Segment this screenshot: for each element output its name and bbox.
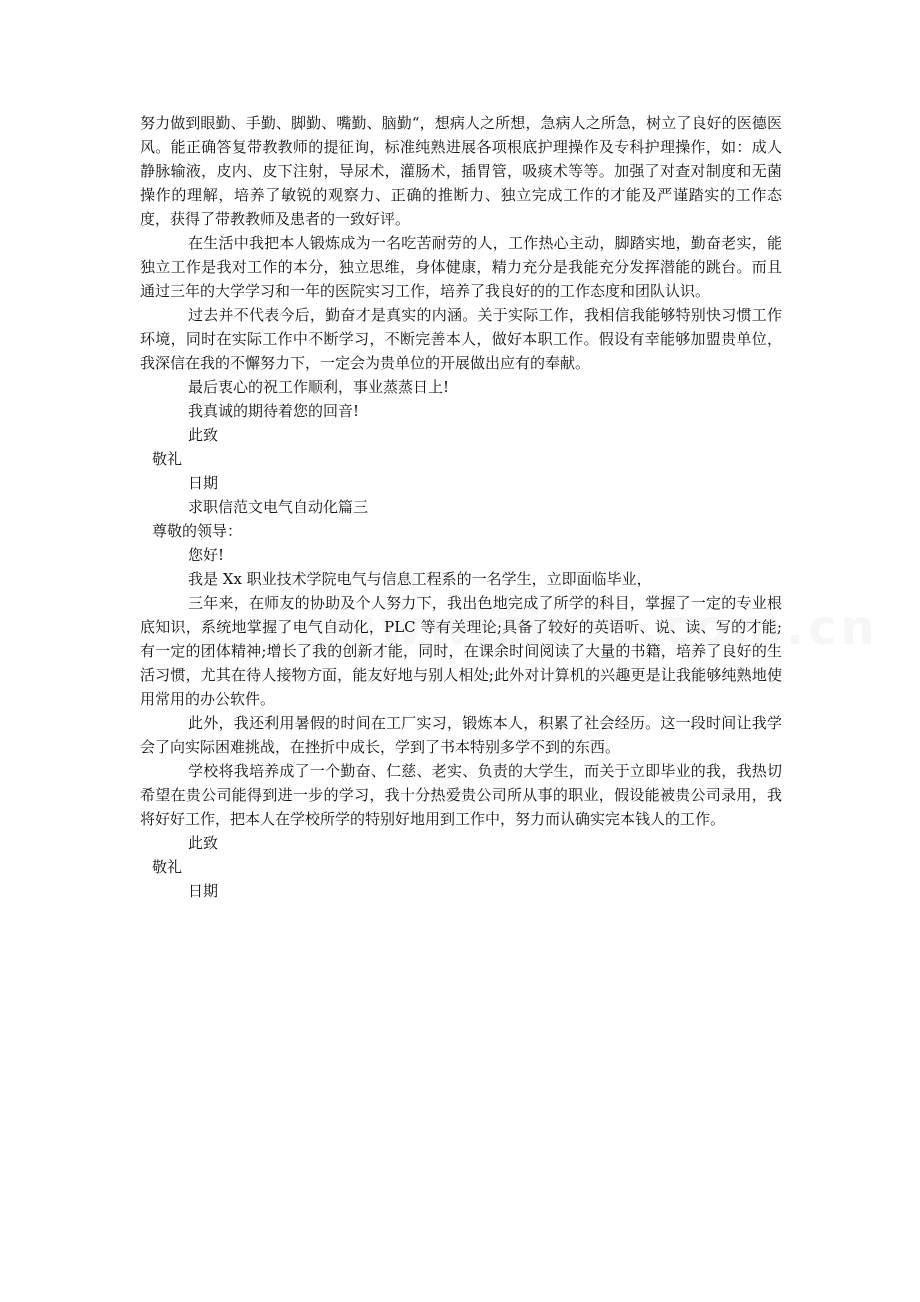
paragraph-internship: 此外，我还利用暑假的时间在工厂实习，锻炼本人，积累了社会经历。这一段时间让我学会了向实际困难挑战，在挫折中成长，学到了书本特别多学不到的东西。: [140, 714, 782, 756]
paragraph-intro: 我是 Xx 职业技术学院电气与信息工程系的一名学生，立即面临毕业，: [188, 570, 652, 588]
greeting-recipient: 尊敬的领导：: [152, 522, 243, 540]
closing-jingli-2: 敬礼: [152, 858, 183, 876]
closing-cizhi: 此致: [188, 426, 219, 444]
document-body: [140, 111, 782, 903]
closing-expectation: 我真诚的期待着您的回音!: [188, 402, 360, 420]
closing-date: 日期: [188, 474, 219, 492]
greeting-hello: 您好!: [188, 546, 225, 564]
paragraph-life: 在生活中我把本人锻炼成为一名吃苦耐劳的人，工作热心主动，脚踏实地，勤奋老实，能独立工作是我对工作的本分，独立思维，身体健康，精力充分是我能充分发挥潜能的跳台。而且通过三年的大学学习和一年的医院实习工作，培养了我良好的的工作态度和团队认识。: [140, 234, 782, 300]
paragraph-study: 三年来，在师友的协助及个人努力下，我出色地完成了所学的科目，掌握了一定的专业根底知识，系统地掌握了电气自动化，PLC 等有关理论;具备了较好的英语听、说、读、写的才能;有一定的团体精神;增长了我的创新才能，同时，在课余时间阅读了大量的书籍，培养了良好的生活习惯，尤其在待人接物方面，能友好地与别人相处;此外对计算机的兴趣更是让我能够纯熟地使用常用的办公软件。: [140, 594, 782, 708]
paragraph-hope: 学校将我培养成了一个勤奋、仁慈、老实、负责的大学生，而关于立即毕业的我，我热切希望在贵公司能得到进一步的学习，我十分热爱贵公司所从事的职业，假设能被贵公司录用，我将好好工作，把本人在学校所学的特别好地用到工作中，努力而认确实完本钱人的工作。: [140, 762, 782, 828]
paragraph-work-attitude: 努力做到眼勤、手勤、脚勤、嘴勤、脑勤“，想病人之所想，急病人之所急，树立了良好的医德医风。能正确答复带教教师的提征询，标准纯熟进展各项根底护理操作及专科护理操作，如：成人静脉输液，皮内、皮下注射，导尿术，灌肠术，插胃管，吸痰术等等。加强了对查对制度和无菌操作的理解，培养了敏锐的观察力、正确的推断力、独立完成工作的才能及严谨踏实的工作态度，获得了带教教师及患者的一致好评。: [140, 114, 782, 228]
closing-wish: 最后衷心的祝工作顺利，事业蒸蒸日上!: [188, 378, 450, 396]
paragraph-future: 过去并不代表今后，勤奋才是真实的内涵。关于实际工作，我相信我能够特别快习惯工作环境，同时在实际工作中不断学习，不断完善本人，做好本职工作。假设有幸能够加盟贵单位，我深信在我的不懈努力下，一定会为贵单位的开展做出应有的奉献。: [140, 306, 782, 372]
section-title: 求职信范文电气自动化篇三: [188, 498, 369, 516]
closing-cizhi-2: 此致: [188, 834, 219, 852]
closing-jingli: 敬礼: [152, 450, 183, 468]
closing-date-2: 日期: [188, 882, 219, 900]
